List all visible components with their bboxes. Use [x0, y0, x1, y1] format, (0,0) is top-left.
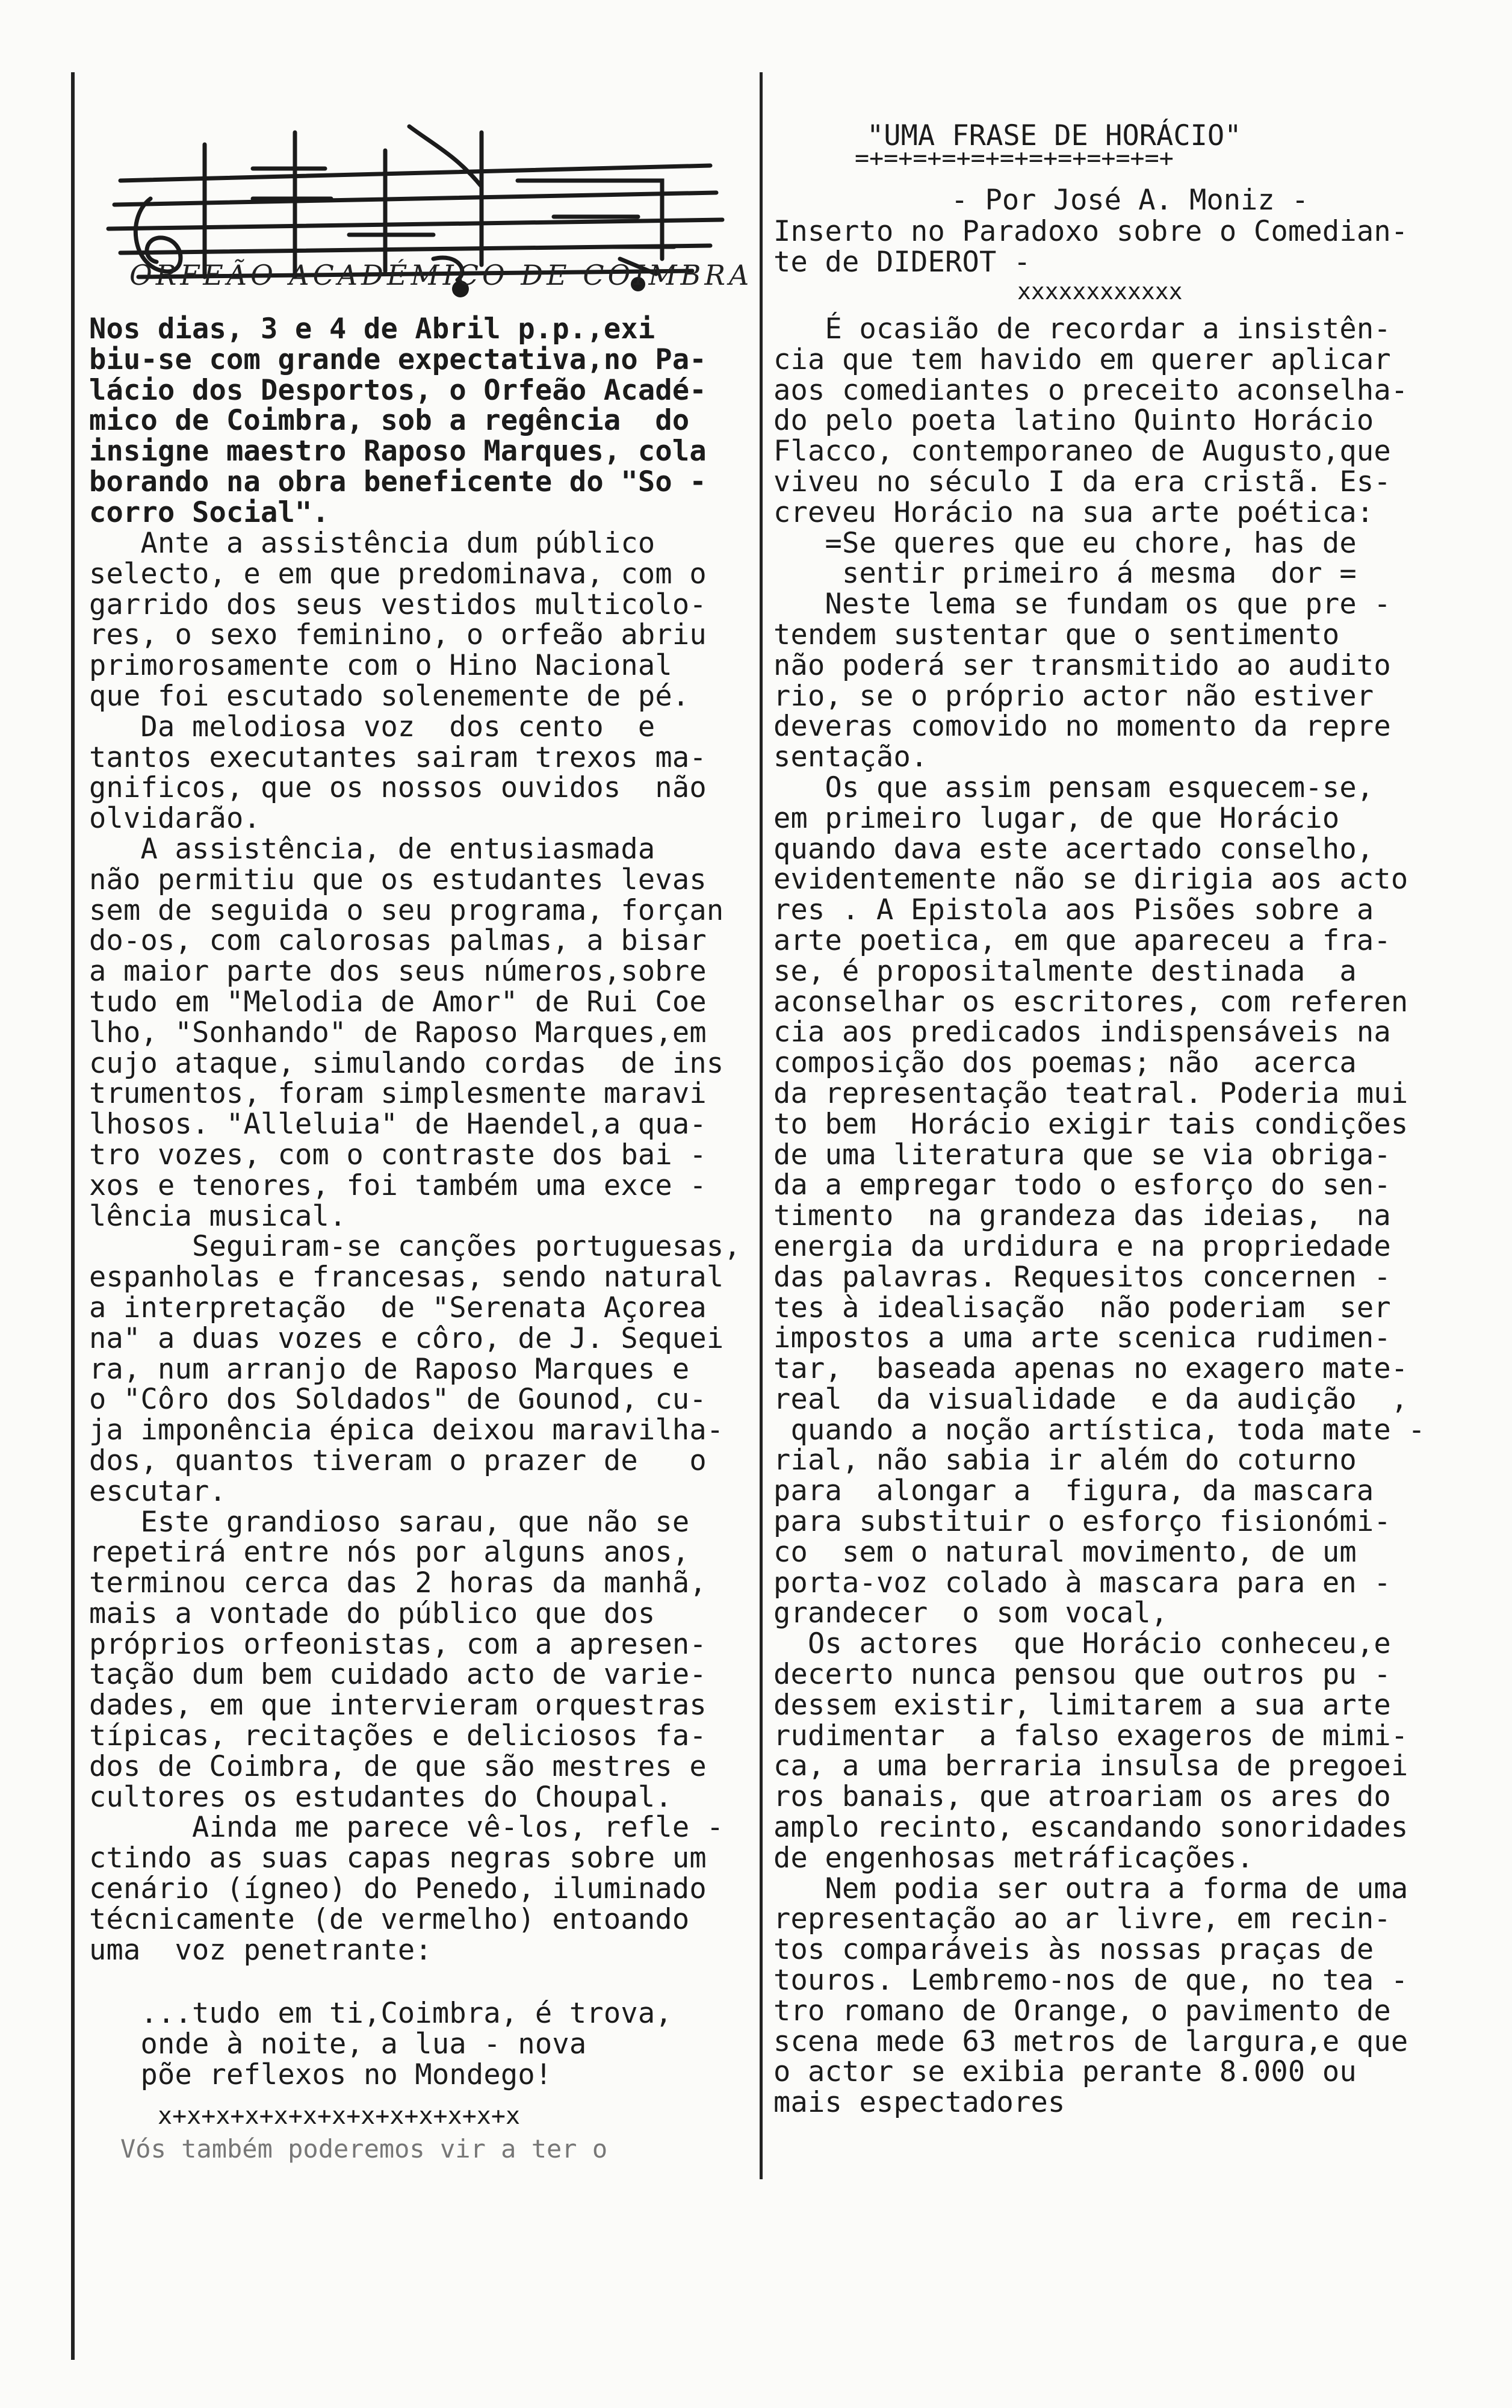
music-staff-drawing-icon — [96, 108, 740, 325]
text-line: res, o sexo feminino, o orfeão abriu — [89, 618, 707, 652]
text-line: grandecer o som vocal, — [773, 1597, 1168, 1630]
text-line: Seguiram-se canções portuguesas, — [89, 1230, 741, 1264]
text-line: trumentos, foram simplesmente maravi — [89, 1077, 707, 1111]
text-line: Nem podia ser outra a forma de uma — [773, 1872, 1408, 1905]
text-line: lência musical. — [89, 1199, 347, 1233]
truncated-footer-line: Vós também poderemos vir a ter o — [120, 2134, 608, 2164]
text-line: viveu no século I da era cristã. Es- — [773, 465, 1391, 498]
text-line: gnificos, que os nossos ouvidos não — [89, 771, 707, 805]
text-line: arte poetica, em que apareceu a fra- — [773, 923, 1391, 957]
text-line: É ocasião de recordar a insistên- — [773, 312, 1391, 346]
text-line: touros. Lembremo-nos de que, no tea - — [773, 1964, 1408, 1997]
text-line: para alongar a figura, da mascara — [773, 1474, 1374, 1508]
text-line: amplo recinto, escandando sonoridades — [773, 1811, 1408, 1845]
text-line: espanholas e francesas, sendo natural — [89, 1261, 724, 1294]
text-line: quando dava este acertado conselho, — [773, 832, 1374, 866]
text-line: tos comparáveis às nossas praças de — [773, 1933, 1374, 1967]
text-line: rudimentar a falso exageros de mimi- — [773, 1719, 1408, 1752]
text-line: scena mede 63 metros de largura,e que — [773, 2025, 1408, 2058]
text-line: tes à idealisação não poderiam ser — [773, 1291, 1391, 1324]
text-line: se, é propositalmente destinada a — [773, 954, 1357, 988]
text-line: selecto, e em que predominava, com o — [89, 557, 707, 591]
text-line: típicas, recitações e deliciosos fa- — [89, 1719, 707, 1753]
text-line: Este grandioso sarau, que não se — [89, 1505, 690, 1539]
text-line: tantos executantes sairam trexos ma- — [89, 740, 707, 774]
text-line: que foi escutado solenemente de pé. — [89, 679, 690, 713]
text-line: porta-voz colado à mascara para en - — [773, 1566, 1391, 1600]
text-line: tar, baseada apenas no exagero mate- — [773, 1352, 1408, 1386]
text-line: tendem sustentar que o sentimento — [773, 618, 1340, 651]
text-line: dos, quantos tiveram o prazer de o — [89, 1444, 707, 1477]
text-line: tro vozes, com o contraste dos bai - — [89, 1138, 707, 1171]
text-line: xos e tenores, foi também uma exce - — [89, 1168, 707, 1202]
text-line: do pelo poeta latino Quinto Horácio — [773, 404, 1374, 438]
text-line: Os actores que Horácio conheceu,e — [773, 1627, 1391, 1661]
text-line: de engenhosas metráficações. — [773, 1841, 1254, 1875]
text-line: biu-se com grande expectativa,no Pa- — [89, 343, 707, 376]
text-line: Flacco, contemporaneo de Augusto,que — [773, 435, 1391, 468]
text-line: timento na grandeza das ideias, na — [773, 1199, 1391, 1233]
text-line: Os que assim pensam esquecem-se, — [773, 771, 1374, 804]
text-line: rial, não sabia ir além do coturno — [773, 1444, 1357, 1477]
text-line: tação dum bem cuidado acto de varie- — [89, 1658, 707, 1692]
text-line: tro romano de Orange, o pavimento de — [773, 1994, 1391, 2028]
text-line: evidentemente não se dirigia aos acto — [773, 863, 1408, 896]
text-line: impostos a uma arte scenica rudimen- — [773, 1321, 1391, 1355]
text-line: ctindo as suas capas negras sobre um — [89, 1842, 707, 1875]
text-line: decerto nunca pensou que outros pu - — [773, 1658, 1391, 1692]
right-article-body — [773, 314, 1425, 2118]
text-line: composição dos poemas; não acerca — [773, 1046, 1357, 1080]
text-line: não permitiu que os estudantes levas — [89, 863, 707, 896]
text-line: não poderá ser transmitido ao audito — [773, 648, 1391, 682]
text-line: cultores os estudantes do Choupal. — [89, 1780, 672, 1814]
text-line: =Se queres que eu chore, has de — [773, 526, 1357, 560]
text-line: ca, a uma berraria insulsa de pregoei — [773, 1749, 1408, 1783]
text-line: sentir primeiro á mesma dor = — [773, 557, 1357, 591]
text-line: escutar. — [89, 1474, 226, 1508]
text-line: do-os, com calorosas palmas, a bisar — [89, 924, 707, 958]
text-line: lhosos. "Alleluia" de Haendel,a qua- — [89, 1108, 707, 1141]
text-line: dades, em que intervieram orquestras — [89, 1689, 707, 1722]
poem-line: onde à noite, a lua - nova — [89, 2027, 587, 2061]
left-article-body — [89, 529, 741, 1966]
text-line: tudo em "Melodia de Amor" de Rui Coe — [89, 985, 707, 1019]
text-line: uma voz penetrante: — [89, 1933, 432, 1967]
x-divider: xxxxxxxxxxxx — [1017, 278, 1183, 305]
text-line: insigne maestro Raposo Marques, cola — [89, 435, 707, 468]
text-line: sem de seguida o seu programa, forçan — [89, 893, 724, 927]
logo-caption: ORFEÃO ACADÉMICO DE COIMBRA — [129, 259, 753, 291]
text-line: das palavras. Requesitos concernen - — [773, 1260, 1391, 1294]
text-line: Ainda me parece vê-los, refle - — [89, 1811, 724, 1845]
text-line: aconselhar os escritores, com referen — [773, 985, 1408, 1019]
text-line: da representação teatral. Poderia mui — [773, 1076, 1408, 1110]
left-margin-rule — [71, 72, 75, 2360]
text-line: primorosamente com o Hino Nacional — [89, 649, 672, 683]
text-line: olvidarão. — [89, 802, 261, 836]
text-line: corro Social". — [89, 495, 329, 529]
text-line: cujo ataque, simulando cordas de ins — [89, 1046, 724, 1080]
text-line: Inserto no Paradoxo sobre o Comedian- — [773, 215, 1408, 248]
text-line: creveu Horácio na sua arte poética: — [773, 495, 1374, 529]
text-line: ra, num arranjo de Raposo Marques e — [89, 1352, 690, 1386]
text-line: borando na obra beneficente do "So - — [89, 465, 707, 498]
text-line: cia que tem havido em querer aplicar — [773, 343, 1391, 376]
text-line: Ante a assistência dum público — [89, 527, 655, 560]
text-line: ja imponência épica deixou maravilha- — [89, 1413, 724, 1447]
text-line: para substituir o esforço fisionómi- — [773, 1505, 1391, 1539]
text-line: terminou cerca das 2 horas da manhã, — [89, 1566, 707, 1600]
text-line: o "Côro dos Soldados" de Gounod, cu- — [89, 1383, 707, 1417]
text-line: aos comediantes o preceito aconselha- — [773, 373, 1408, 407]
section-divider: x+x+x+x+x+x+x+x+x+x+x+x+x — [158, 2102, 521, 2130]
text-line: quando a noção artística, toda mate - — [773, 1413, 1425, 1447]
title-underline-rule: =+=+=+=+=+=+=+=+=+=+=+ — [855, 144, 1174, 172]
text-line: representação ao ar livre, em recin- — [773, 1902, 1391, 1936]
text-line: da a empregar todo o esforço do sen- — [773, 1168, 1391, 1202]
text-line: dos de Coimbra, de que são mestres e — [89, 1749, 707, 1783]
text-line: ros banais, que atroariam os ares do — [773, 1780, 1391, 1814]
text-line: mais espectadores — [773, 2086, 1065, 2120]
column-divider-rule — [760, 72, 763, 2179]
text-line: na" a duas vozes e côro, de J. Sequei — [89, 1321, 724, 1355]
byline: - Por José A. Moniz - — [951, 184, 1309, 217]
text-line: em primeiro lugar, de que Horácio — [773, 801, 1340, 835]
text-line: to bem Horácio exigir tais condições — [773, 1107, 1408, 1141]
text-line: de uma literatura que se via obriga- — [773, 1138, 1391, 1171]
text-line: mico de Coimbra, sob a regência do — [89, 404, 690, 438]
text-line: rio, se o próprio actor não estiver — [773, 679, 1374, 713]
text-line: sentação. — [773, 740, 928, 774]
text-line: Neste lema se fundam os que pre - — [773, 588, 1391, 621]
left-article-lead — [89, 314, 707, 529]
poem-line: põe reflexos no Mondego! — [89, 2058, 553, 2091]
text-line: o actor se exibia perante 8.000 ou — [773, 2055, 1357, 2089]
text-line: a interpretação de "Serenata Açorea — [89, 1291, 707, 1324]
text-line: lho, "Sonhando" de Raposo Marques,em — [89, 1016, 707, 1049]
text-line: A assistência, de entusiasmada — [89, 832, 655, 866]
poem-quote — [89, 1999, 672, 2090]
text-line: deveras comovido no momento da repre — [773, 710, 1391, 743]
text-line: lácio dos Desportos, o Orfeão Acadé- — [89, 373, 707, 407]
text-line: repetirá entre nós por alguns anos, — [89, 1536, 690, 1569]
text-line: real da visualidade e da audição , — [773, 1382, 1408, 1416]
text-line: energia da urdidura e na propriedade — [773, 1229, 1391, 1263]
text-line: mais a vontade do público que dos — [89, 1597, 655, 1630]
right-article-intro — [773, 217, 1408, 278]
text-line: dessem existir, limitarem a sua arte — [773, 1688, 1391, 1722]
text-line: próprios orfeonistas, com a apresen- — [89, 1627, 707, 1661]
text-line: garrido dos seus vestidos multicolo- — [89, 588, 707, 621]
text-line: co sem o natural movimento, de um — [773, 1535, 1357, 1569]
text-line: res . A Epistola aos Pisões sobre a — [773, 893, 1374, 927]
text-line: cia aos predicados indispensáveis na — [773, 1016, 1391, 1049]
text-line: cenário (ígneo) do Penedo, iluminado — [89, 1872, 707, 1906]
text-line: Nos dias, 3 e 4 de Abril p.p.,exi — [89, 312, 655, 346]
text-line: te de DIDEROT - — [773, 245, 1031, 279]
text-line: a maior parte dos seus números,sobre — [89, 955, 707, 988]
text-line: técnicamente (de vermelho) entoando — [89, 1902, 690, 1936]
poem-line: ...tudo em ti,Coimbra, é trova, — [89, 1997, 672, 2030]
text-line: Da melodiosa voz dos cento e — [89, 710, 655, 743]
article-title: "UMA FRASE DE HORÁCIO" — [867, 119, 1242, 152]
